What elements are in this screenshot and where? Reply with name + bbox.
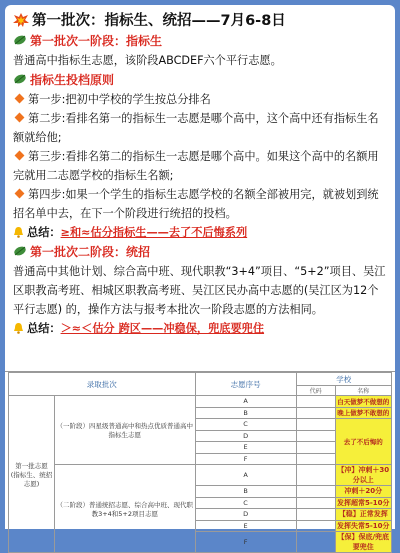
stage1-cell: （一阶段）四星级普通高中和热点优质普通高中指标生志愿 — [55, 396, 196, 465]
header-code: 代码 — [296, 386, 335, 396]
principle-heading: 指标生投档原则 — [13, 70, 387, 90]
stage1-summary: 总结：≥和≈估分指标生——去了不后悔系列 — [13, 223, 387, 242]
letter-cell: B — [195, 407, 296, 419]
letter-cell: F — [195, 532, 296, 553]
diamond-icon — [15, 113, 25, 123]
letter-cell: A — [195, 465, 296, 486]
letter-cell: B — [195, 486, 296, 498]
letter-cell: D — [195, 430, 296, 442]
bell-icon — [13, 226, 24, 238]
note-cell: 发挥失常5-10分 — [337, 521, 390, 530]
stage2-desc: 普通高中其他计划、综合高中班、现代职教“3+4”项目、“5+2”项目、吴江区职教高考班、相城区职教高考班、吴江区民办高中志愿的(吴江区为12个平行志愿) 的，操作方法与报考本批次一阶段志愿的方法相同。 — [13, 265, 386, 316]
note-cell: 冲刺＋20分 — [335, 486, 391, 498]
header-school: 学校 — [296, 373, 391, 386]
leaf-pen-icon — [13, 73, 27, 85]
letter-cell: C — [195, 419, 296, 431]
note-cell: 发挥超常5-10分 — [337, 498, 390, 507]
note-cell: 去了不后悔的 — [335, 419, 391, 465]
letter-cell: F — [195, 453, 296, 465]
note-cell: 【稳】正常发挥 — [335, 509, 391, 521]
page-title — [13, 11, 387, 31]
burst-icon — [13, 13, 29, 27]
batch-cell: 第一批志愿 (指标生、统招志愿) — [9, 396, 55, 553]
step-item: 第一步:把初中学校的学生按总分排名 — [13, 90, 387, 109]
content-card — [5, 5, 395, 551]
step-item: 第三步:看排名第二的指标生一志愿是哪个高中。如果这个高中的名额用完就用二志愿学校的指标生名额; — [13, 150, 379, 182]
bell-icon — [13, 322, 24, 334]
stage2-summary: 总结：＞≈＜估分 跨区——冲稳保，兜底要兜住 — [13, 319, 387, 338]
header-order: 志愿序号 — [195, 373, 296, 396]
header-batch: 录取批次 — [9, 373, 196, 396]
stage1-heading: 第一批次一阶段：指标生 — [13, 31, 387, 51]
letter-cell: A — [195, 396, 296, 408]
volunteer-table-image — [5, 371, 395, 551]
diamond-icon — [15, 94, 25, 104]
note-cell: 白天做梦不做想的 — [335, 396, 391, 408]
diamond-icon — [15, 189, 25, 199]
title-text: 第一批次：指标生、统招——7月6-8日 — [32, 13, 286, 29]
stage2-cell: （二阶段）普通统招志愿、综合高中班、现代职教3+4和5+2项目志愿 — [55, 465, 196, 553]
letter-cell: E — [195, 520, 296, 532]
step-item: 第四步:如果一个学生的指标生志愿学校的名额全部被用完，就被划到统招名单中去，在下一个阶段进行统招的投档。 — [13, 188, 379, 220]
letter-cell: E — [195, 442, 296, 454]
letter-cell: C — [195, 497, 296, 509]
note-cell: 【冲】冲刺＋30分以上 — [335, 465, 391, 486]
diamond-icon — [15, 151, 25, 161]
leaf-pen-icon — [13, 245, 27, 257]
stage2-heading: 第一批次二阶段：统招 — [13, 242, 387, 262]
note-cell: 【保】保底/兜底要兜住 — [335, 532, 391, 553]
step-item: 第二步:看排名第一的指标生一志愿是哪个高中，这个高中还有指标生名额就给他; — [13, 112, 379, 144]
header-name: 名称 — [335, 386, 391, 396]
letter-cell: D — [195, 509, 296, 521]
leaf-pen-icon — [13, 34, 27, 46]
note-cell: 晚上做梦不敢想的 — [335, 407, 391, 419]
stage1-desc: 普通高中指标生志愿，该阶段ABCDEF六个平行志愿。 — [13, 54, 282, 67]
volunteer-table — [8, 372, 392, 553]
